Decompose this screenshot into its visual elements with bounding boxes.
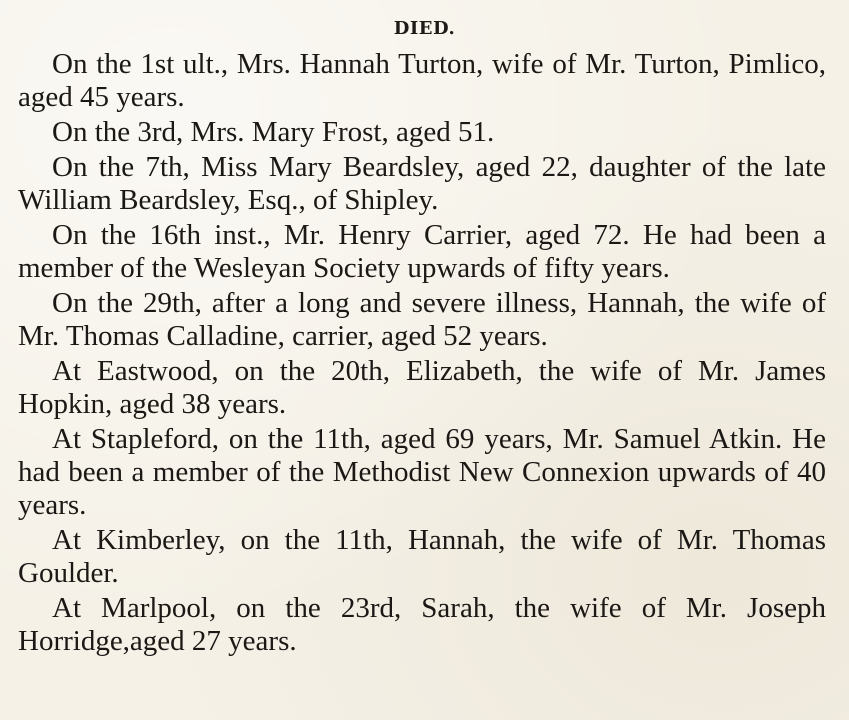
death-notice: On the 1st ult., Mrs. Hannah Turton, wife of Mr. Turton, Pimlico, aged 45 years. (18, 48, 826, 113)
death-notice: At Kimberley, on the 11th, Hannah, the wife of Mr. Thomas Goulder. (18, 524, 826, 589)
death-notice: On the 16th inst., Mr. Henry Carrier, aged 72. He had been a member of the Wesleyan Society upwards of fifty years. (18, 219, 826, 284)
section-heading: DIED. (393, 18, 456, 39)
death-notice: On the 29th, after a long and severe illness, Hannah, the wife of Mr. Thomas Calladine, carrier, aged 52 years. (18, 287, 826, 352)
death-notice: At Marlpool, on the 23rd, Sarah, the wife of Mr. Joseph Horridge,aged 27 years. (18, 592, 826, 657)
death-notices-column (18, 48, 826, 660)
death-notice: At Eastwood, on the 20th, Elizabeth, the wife of Mr. James Hopkin, aged 38 years. (18, 355, 826, 420)
death-notice: On the 7th, Miss Mary Beardsley, aged 22, daughter of the late William Beardsley, Esq., of Shipley. (18, 151, 826, 216)
death-notice: On the 3rd, Mrs. Mary Frost, aged 51. (52, 116, 495, 148)
death-notice: At Stapleford, on the 11th, aged 69 years, Mr. Samuel Atkin. He had been a member of the Methodist New Connexion upwards of 40 years. (18, 423, 826, 521)
